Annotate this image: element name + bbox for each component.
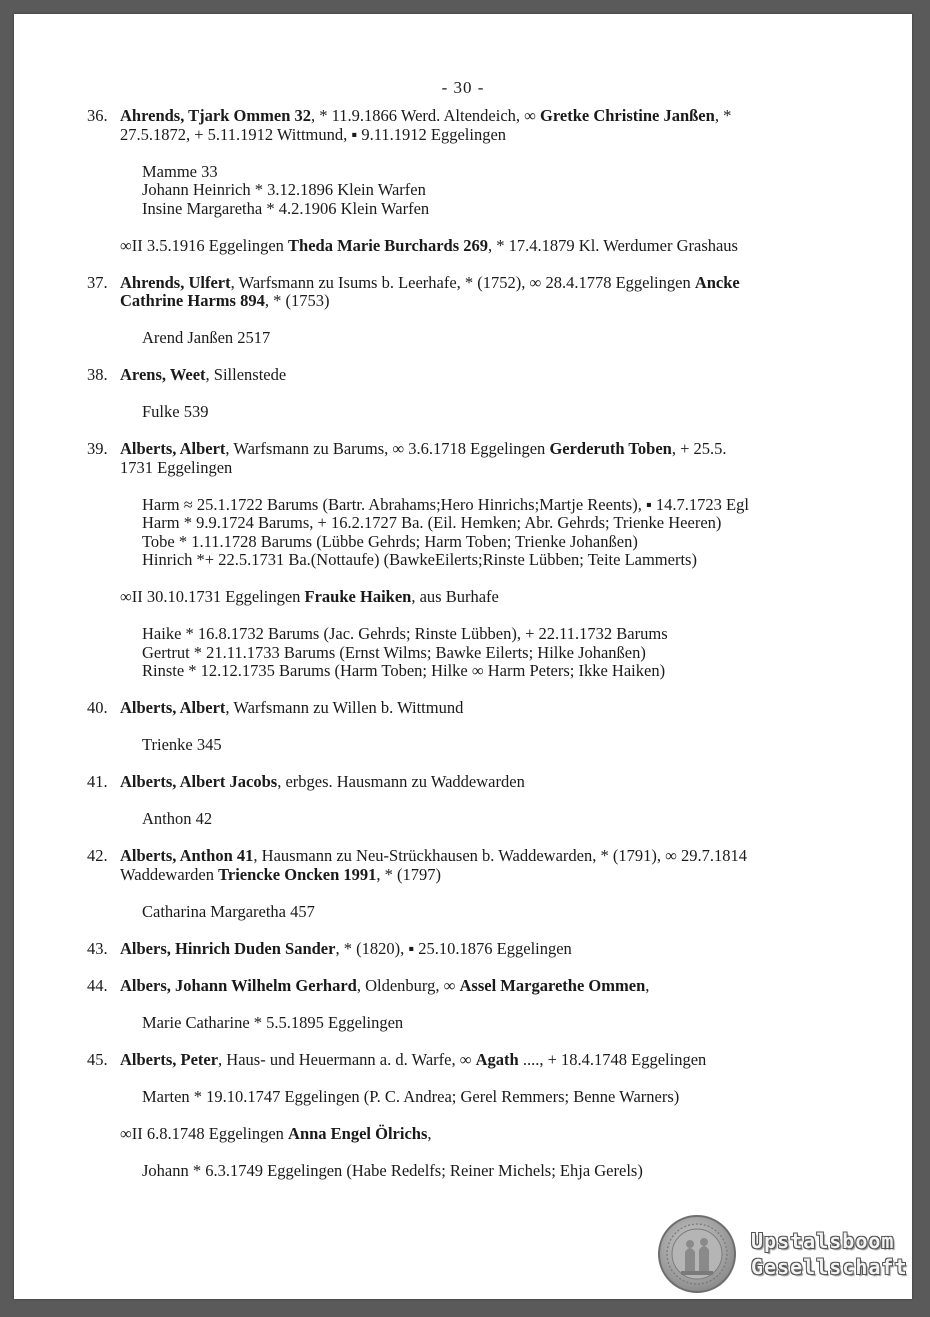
- child-record: Haike * 16.8.1732 Barums (Jac. Gehrds; Rinste Lübben), + 22.11.1732 Barums: [142, 624, 668, 643]
- text-segment: Albers, Hinrich Duden Sander: [120, 938, 336, 958]
- entry-number: 36.: [87, 106, 108, 125]
- text-segment: Waddewarden: [120, 864, 219, 884]
- second-marriage: [120, 587, 499, 606]
- text-segment: 27.5.1872, + 5.11.1912 Wittmund, ▪ 9.11.1912 Eggelingen: [120, 124, 507, 144]
- text-segment: Cathrine Harms 894: [120, 291, 265, 310]
- entry-number: 39.: [87, 439, 108, 458]
- text-segment: , aus Burhafe: [411, 587, 499, 606]
- text-segment: ,: [427, 1123, 432, 1143]
- entry-number: 45.: [87, 1049, 108, 1069]
- text-segment: Gretke Christine Janßen: [540, 106, 715, 125]
- entry-number: 42.: [87, 846, 108, 865]
- entry-heading: [120, 698, 463, 717]
- entry-number: 44.: [87, 975, 108, 995]
- entry-heading-continuation: [120, 458, 232, 477]
- text-segment: 1731 Eggelingen: [120, 457, 233, 477]
- second-marriage: [120, 236, 738, 255]
- second-marriage: [120, 1124, 432, 1143]
- society-name-line2: Gesellschaft: [751, 1255, 908, 1279]
- text-segment: , * 17.4.1879 Kl. Werdumer Grashaus: [488, 235, 738, 255]
- child-record: Hinrich *+ 22.5.1731 Ba.(Nottaufe) (BawkeEilerts;Rinste Lübben; Teite Lammerts): [142, 550, 697, 569]
- child-record: Johann Heinrich * 3.12.1896 Klein Warfen: [142, 180, 426, 199]
- entry-number: 41.: [87, 772, 108, 791]
- text-segment: Alberts, Anthon 41: [120, 846, 254, 865]
- child-record: Insine Margaretha * 4.2.1906 Klein Warfen: [142, 198, 430, 218]
- entry-heading: [120, 106, 731, 125]
- text-segment: Alberts, Albert: [120, 698, 226, 717]
- entry-heading: [120, 273, 740, 292]
- child-record: Trienke 345: [142, 735, 222, 754]
- child-record: Marie Catharine * 5.5.1895 Eggelingen: [142, 1012, 404, 1032]
- entry-heading: [120, 772, 525, 791]
- text-segment: Frauke Haiken: [304, 587, 412, 606]
- child-record: Anthon 42: [142, 809, 213, 828]
- child-record: Marten * 19.10.1747 Eggelingen (P. C. Andrea; Gerel Remmers; Benne Warners): [142, 1086, 680, 1106]
- text-segment: , *: [714, 106, 732, 125]
- text-segment: Anna Engel Ölrichs: [288, 1123, 428, 1143]
- child-record: Mamme 33: [142, 161, 218, 181]
- seal-icon: [657, 1214, 737, 1294]
- text-segment: Theda Marie Burchards 269: [288, 235, 489, 255]
- entry-heading-continuation: [120, 125, 506, 144]
- text-segment: Albers, Johann Wilhelm Gerhard: [120, 975, 357, 995]
- entry-heading: [120, 365, 286, 384]
- text-segment: Ahrends, Tjark Ommen 32: [120, 106, 311, 125]
- document-page: [14, 14, 912, 1299]
- child-record: Johann * 6.3.1749 Eggelingen (Habe Redelfs; Reiner Michels; Ehja Gerels): [142, 1160, 643, 1180]
- text-segment: , Warfsmann zu Willen b. Wittmund: [225, 698, 464, 717]
- entry-heading: [120, 439, 727, 458]
- text-segment: Ahrends, Ulfert: [120, 272, 231, 292]
- society-wordmark: [751, 1228, 908, 1280]
- child-record: Catharina Margaretha 457: [142, 901, 315, 921]
- entry-number: 43.: [87, 938, 108, 958]
- text-segment: Assel Margarethe Ommen: [459, 975, 646, 995]
- text-segment: , + 25.5.: [671, 439, 727, 458]
- text-segment: , erbges. Hausmann zu Waddewarden: [277, 772, 525, 791]
- child-record: Rinste * 12.12.1735 Barums (Harm Toben; Hilke ∞ Harm Peters; Ikke Haiken): [142, 661, 666, 680]
- text-segment: , * 11.9.1866 Werd. Altendeich, ∞: [311, 106, 541, 125]
- text-segment: Alberts, Peter: [120, 1049, 219, 1069]
- text-segment: Agath: [475, 1049, 519, 1069]
- text-segment: ...., + 18.4.1748 Eggelingen: [518, 1049, 707, 1069]
- entry-number: 38.: [87, 365, 108, 384]
- text-segment: Arens, Weet: [120, 365, 206, 384]
- text-segment: Ancke: [694, 272, 740, 292]
- text-segment: ∞II 6.8.1748 Eggelingen: [120, 1123, 289, 1143]
- text-segment: , Oldenburg, ∞: [356, 975, 460, 995]
- text-segment: , * (1753): [264, 291, 330, 310]
- entry-heading: [120, 939, 572, 958]
- text-segment: , Warfsmann zu Isums b. Leerhafe, * (1752), ∞ 28.4.1778 Eggelingen: [230, 272, 695, 292]
- entry-number: 37.: [87, 272, 108, 292]
- child-record: Fulke 539: [142, 402, 209, 421]
- child-record: Harm * 9.9.1724 Barums, + 16.2.1727 Ba. (Eil. Hemken; Abr. Gehrds; Trienke Heeren): [142, 513, 722, 532]
- text-segment: ∞II 30.10.1731 Eggelingen: [120, 587, 305, 606]
- child-record: Arend Janßen 2517: [142, 328, 271, 347]
- text-segment: , Warfsmann zu Barums, ∞ 3.6.1718 Eggelingen: [225, 439, 550, 458]
- text-segment: Alberts, Albert: [120, 439, 226, 458]
- text-segment: Triencke Oncken 1991: [218, 864, 377, 884]
- child-record: Harm ≈ 25.1.1722 Barums (Bartr. Abrahams;Hero Hinrichs;Martje Reents), ▪ 14.7.1723 Egl: [142, 494, 749, 514]
- entry-heading: [120, 846, 747, 865]
- entry-heading: [120, 976, 649, 995]
- entry-heading-continuation: [120, 291, 329, 310]
- text-segment: ∞II 3.5.1916 Eggelingen: [120, 235, 289, 255]
- society-name-line1: Upstalsboom: [751, 1229, 895, 1253]
- entry-heading-continuation: [120, 865, 441, 884]
- text-segment: , * (1820), ▪ 25.10.1876 Eggelingen: [335, 938, 572, 958]
- text-segment: , Hausmann zu Neu-Strückhausen b. Waddewarden, * (1791), ∞ 29.7.1814: [253, 846, 747, 865]
- child-record: Gertrut * 21.11.1733 Barums (Ernst Wilms; Bawke Eilerts; Hilke Johanßen): [142, 642, 646, 662]
- text-segment: , Sillenstede: [205, 365, 287, 384]
- text-segment: , * (1797): [376, 864, 441, 884]
- child-record: Tobe * 1.11.1728 Barums (Lübbe Gehrds; Harm Toben; Trienke Johanßen): [142, 531, 638, 551]
- text-segment: Gerderuth Toben: [549, 439, 672, 458]
- entry-heading: [120, 1050, 706, 1069]
- text-segment: Alberts, Albert Jacobs: [120, 772, 278, 791]
- page-number: - 30 -: [441, 78, 485, 97]
- text-segment: ,: [645, 975, 650, 995]
- text-segment: , Haus- und Heuermann a. d. Warfe, ∞: [218, 1049, 476, 1069]
- entry-number: 40.: [87, 698, 108, 717]
